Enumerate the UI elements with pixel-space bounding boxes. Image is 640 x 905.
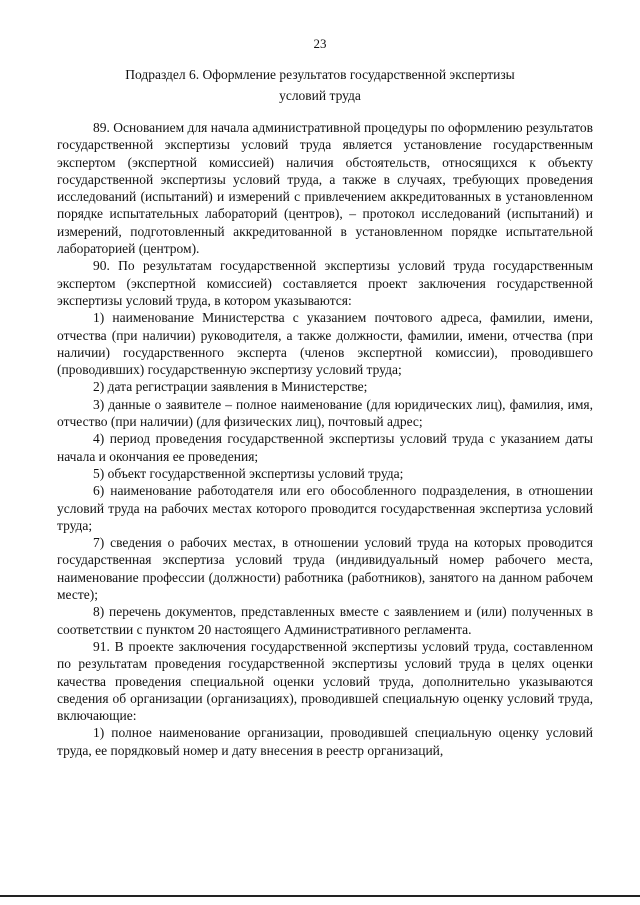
list-item-90-7: 7) сведения о рабочих местах, в отношении условий труда на которых проводится государственная экспертиза условий труда (индивидуальный номер рабочего места, наименование профессии (должности) работника (работников), занятого на данном рабочем месте); bbox=[57, 535, 593, 603]
document-body bbox=[57, 119, 593, 759]
section-heading bbox=[80, 64, 560, 106]
list-item-90-2: 2) дата регистрации заявления в Министерстве; bbox=[93, 379, 368, 395]
paragraph-90: 90. По результатам государственной экспертизы условий труда государственным экспертом (экспертной комиссией) составляется проект заключения государственной экспертизы условий труда, в котором указываются: bbox=[57, 258, 593, 308]
section-heading-line-2: условий труда bbox=[279, 88, 361, 103]
paragraph-89: 89. Основанием для начала административной процедуры по оформлению результатов государственной экспертизы условий труда является установление государственным экспертом (экспертной комиссией) наличия обстоятельств, относящихся к объекту государственной экспертизы условий труда, а также в случаях, требующих проведения исследований (испытаний) и измерений с привлечением аккредитованных в установленном порядке испытательных лабораторий (центров), – протокол исследований (испытаний) и измерений, подготовленный аккредитованной в установленном порядке испытательной лабораторией (центром). bbox=[57, 120, 593, 257]
section-heading-line-1: Подраздел 6. Оформление результатов государственной экспертизы bbox=[125, 67, 515, 82]
page-number: 23 bbox=[313, 36, 327, 51]
page-bottom-edge bbox=[0, 895, 640, 897]
list-item-90-4: 4) период проведения государственной экспертизы условий труда с указанием даты начала и окончания ее проведения; bbox=[57, 431, 593, 464]
list-item-90-8: 8) перечень документов, представленных вместе с заявлением и (или) полученных в соответствии с пунктом 20 настоящего Административного регламента. bbox=[57, 604, 593, 637]
list-item-90-1: 1) наименование Министерства с указанием почтового адреса, фамилии, имени, отчества (при наличии) руководителя, а также должности, фамилии, имени, отчества (при наличии) государственного эксперта (членов экспертной комиссии), проводившего (проводивших) государственную экспертизу условий труда; bbox=[57, 310, 593, 378]
paragraph-91: 91. В проекте заключения государственной экспертизы условий труда, составленном по результатам проведения государственной экспертизы условий труда в целях оценки качества проведения специальной оценки условий труда, дополнительно указываются сведения об организации (организациях), проводившей специальную оценку условий труда, включающие: bbox=[57, 638, 593, 724]
list-item-90-6: 6) наименование работодателя или его обособленного подразделения, в отношении условий труда на рабочих местах которого проводится государственная экспертиза условий труда; bbox=[57, 483, 593, 533]
list-item-90-5: 5) объект государственной экспертизы условий труда; bbox=[93, 465, 404, 481]
list-item-90-3: 3) данные о заявителе – полное наименование (для юридических лиц), фамилия, имя, отчество (при наличии) (для физических лиц), почтовый адрес; bbox=[57, 396, 593, 430]
list-item-91-1: 1) полное наименование организации, проводившей специальную оценку условий труда, ее порядковый номер и дату внесения в реестр организаций, bbox=[57, 725, 593, 758]
